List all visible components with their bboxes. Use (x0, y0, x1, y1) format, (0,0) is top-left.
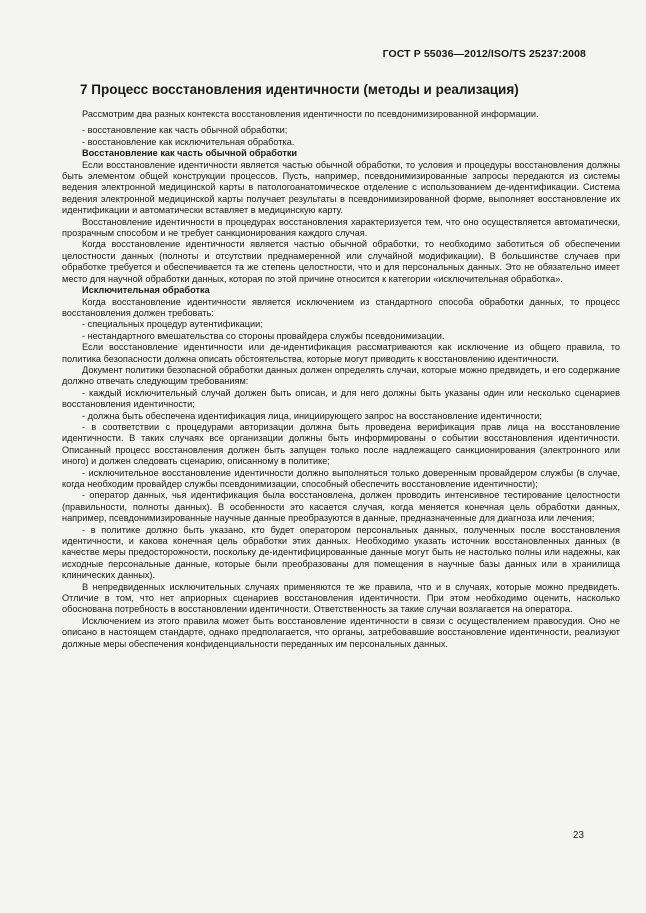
list-item: - исключительное восстановление идентичности должно выполняться только доверенным провайдером службы (в случае, когда необходим провайдер службы псевдонимизации, способный обеспечить восстановление идентичности); (62, 467, 620, 489)
subsection-heading-exceptional: Исключительная обработка (82, 285, 210, 296)
list-item: - должна быть обеспечена идентификация лица, инициирующего запрос на восстановление идентичности; (82, 410, 542, 421)
list-item: - в политике должно быть указано, кто будет оператором персональных данных, полученных после восстановления идентичности, и какова конечная цель обработки этих данных. Необходимо указать источник восстановленных данных (в качестве меры предосторожности, поскольку де-идентифицированные данные могут быть не настолько полны или надежны, как исходные персональные данные, которые были преобразованы для помещения в научные базы данных или в хранилища клинических данных). (62, 524, 620, 581)
paragraph: Исключением из этого правила может быть восстановление идентичности в связи с осуществлением правосудия. Оно не описано в настоящем стандарте, однако предполагается, что органы, затребовавшие восстановление идентичности, реализуют должные меры обеспечения конфиденциальности переданных им персональных данных. (62, 615, 620, 649)
paragraph: Когда восстановление идентичности является исключением из стандартного способа обработки данных, то процесс восстановления должен требовать: (62, 296, 620, 318)
intro-paragraph: Рассмотрим два разных контекста восстановления идентичности по псевдонимизированной информации. (82, 109, 539, 119)
paragraph: Восстановление идентичности в процедурах восстановления характеризуется тем, что оно осуществляется автоматически, прозрачным способом и не требует санкционирования каждого случая. (62, 216, 620, 239)
section-title: 7 Процесс восстановления идентичности (методы и реализация) (80, 82, 519, 97)
document-body (62, 109, 620, 650)
paragraph: Когда восстановление идентичности является частью обычной обработки, то необходимо заботиться об обеспечении целостности данных (полноты и отсутствии преднамеренной или случайной модификации). В большинстве случаев при обработке требуется и обеспечивается та же степень целостности, что и для персональных данных. Это не обязательно имеет место для научной обработки данных, которая по этой причине относится к категории «исключительная обработка». (62, 239, 620, 284)
list-item: - восстановление как исключительная обработка. (82, 136, 295, 147)
subsection-heading-normal: Восстановление как часть обычной обработки (82, 148, 298, 159)
list-item: - специальных процедур аутентификации; (82, 319, 263, 330)
paragraph: Если восстановление идентичности или де-идентификация рассматриваются как исключение из общего правила, то политика безопасности должна описать обстоятельства, которые могут приводить к восстановлению идентичности. (62, 342, 620, 364)
document-code-header: ГОСТ Р 55036—2012/ISO/TS 25237:2008 (382, 48, 586, 60)
list-item: - оператор данных, чья идентификация была восстановлена, должен проводить интенсивное тестирование целостности (правильности, полноты данных). В особенности это касается случая, когда меняется конечная цель обработки данных, например, псевдонимизированные научные данные преобразуются в данные, предназначенные для диагноза или лечения; (62, 490, 620, 524)
paragraph: В непредвиденных исключительных случаях применяются те же правила, что и в случаях, которые можно предвидеть. Отличие в том, что нет априорных сценариев восстановления идентичности. При этом необходимо оценить, насколько обоснована потребность в восстановлении идентичности. Ответственность за такие случаи возлагается на оператора. (62, 581, 620, 615)
paragraph: Документ политики безопасной обработки данных должен определять случаи, которые можно предвидеть, и его содержание должно отвечать следующим требованиям: (62, 364, 620, 387)
list-item: - нестандартного вмешательства со стороны провайдера службы псевдонимизации. (82, 330, 445, 341)
page-number: 23 (572, 830, 584, 841)
list-item: - каждый исключительный случай должен быть описан, и для него должны быть указаны один или несколько сценариев восстановления идентичности; (62, 387, 620, 410)
list-item: - в соответствии с процедурами авторизации должна быть проведена верификация прав лица на восстановление идентичности. В таких случаях все организации должны быть информированы о событии восстановления идентичности. Описанный процесс восстановления должен быть запущен только после надлежащего санкционирования (электронного или иного) и должен следовать сценарию, описанному в политике; (62, 421, 620, 467)
paragraph: Если восстановление идентичности является частью обычной обработки, то условия и процедуры восстановления должны быть элементом общей конструкции процессов. Пусть, например, псевдонимизированные запросы передаются из системы ведения электронной медицинской карты в патологоанатомическое отделение с использованием де-идентификации. Система ведения электронной медицинской карты получает результаты в псевдонимизированной форме, выполняет восстановление их идентификации и автоматически вставляет в медицинскую карту. (62, 159, 620, 216)
list-item: - восстановление как часть обычной обработки; (82, 125, 288, 136)
